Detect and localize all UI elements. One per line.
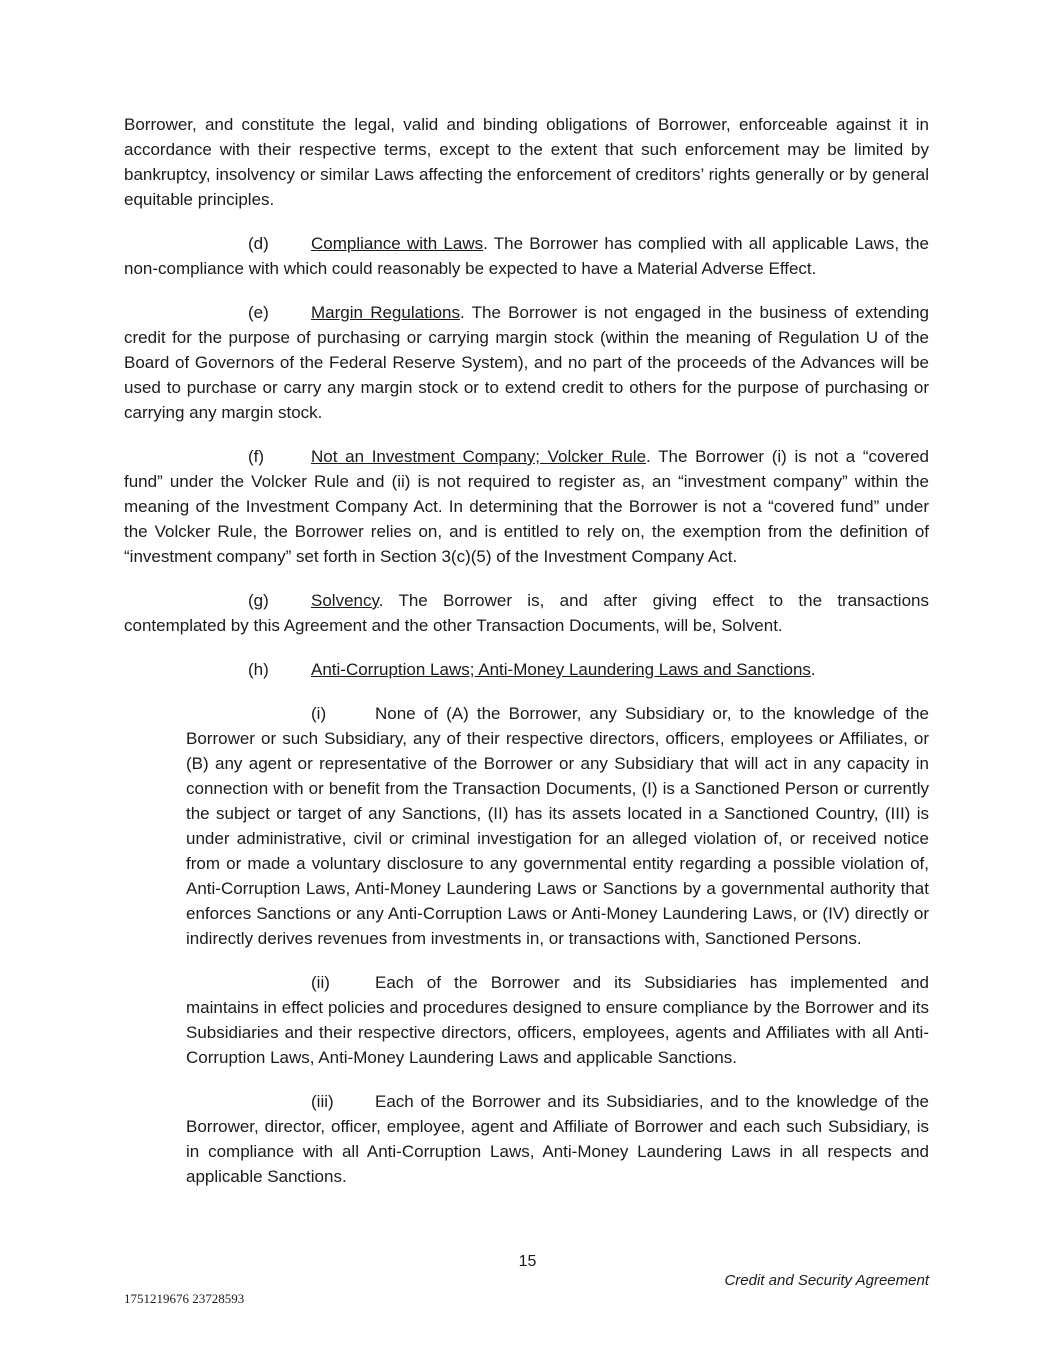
section-label: (g) (248, 591, 269, 610)
subsection-paragraph-i (186, 701, 929, 951)
footer-document-title: Credit and Security Agreement (724, 1272, 929, 1289)
section-label: (h) (248, 660, 269, 679)
intro-paragraph (124, 112, 929, 212)
section-paragraph-f (124, 444, 929, 569)
section-heading: Solvency (311, 591, 379, 610)
section-text: . The Borrower is not engaged in the business of extending credit for the purpose of purchasing or carrying margin stock (within the meaning of Regulation U of the Board of Governors of the Federal Reserve System), and no part of the proceeds of the Advances will be used to purchase or carry any margin stock or to extend credit to others for the purpose of purchasing or carrying any margin stock. (124, 303, 929, 422)
section-paragraph-h (124, 657, 929, 682)
section-heading: Compliance with Laws (311, 234, 484, 253)
subsection-text: Each of the Borrower and its Subsidiaries has implemented and maintains in effect policies and procedures designed to ensure compliance by the Borrower and its Subsidiaries and their respective directors, officers, employees, agents and Affiliates with all Anti-Corruption Laws, Anti-Money Laundering Laws and applicable Sanctions. (186, 973, 929, 1067)
section-text: . The Borrower has complied with all applicable Laws, the non-compliance with which could reasonably be expected to have a Material Adverse Effect. (124, 234, 929, 278)
section-heading: Anti-Corruption Laws; Anti-Money Laundering Laws and Sanctions (311, 660, 811, 679)
section-label: (d) (248, 234, 269, 253)
subsection-paragraph-iii (186, 1089, 929, 1189)
section-heading: Margin Regulations (311, 303, 460, 322)
subsection-label: (i) (311, 704, 327, 723)
intro-text: Borrower, and constitute the legal, valid and binding obligations of Borrower, enforceable against it in accordance with their respective terms, except to the extent that such enforcement may be limited by bankruptcy, insolvency or similar Laws affecting the enforcement of creditors’ rights generally or by general equitable principles. (124, 115, 929, 209)
subsection-paragraph-ii (186, 970, 929, 1070)
footer-document-id: 1751219676 23728593 (124, 1291, 245, 1306)
subsection-text: Each of the Borrower and its Subsidiaries, and to the knowledge of the Borrower, director, officer, employee, agent and Affiliate of Borrower and each such Subsidiary, is in compliance with all Anti-Corruption Laws, Anti-Money Laundering Laws in all respects and applicable Sanctions. (186, 1092, 929, 1186)
section-text: . The Borrower is, and after giving effect to the transactions contemplated by this Agreement and the other Transaction Documents, will be, Solvent. (124, 591, 929, 635)
section-label: (f) (248, 447, 265, 466)
section-label: (e) (248, 303, 269, 322)
section-heading: Not an Investment Company; Volcker Rule (311, 447, 647, 466)
section-paragraph-e (124, 300, 929, 425)
page-number: 15 (518, 1253, 537, 1270)
subsection-label: (ii) (311, 973, 330, 992)
section-paragraph-d (124, 231, 929, 281)
subsection-text: None of (A) the Borrower, any Subsidiary or, to the knowledge of the Borrower or such Subsidiary, any of their respective directors, officers, employees or Affiliates, or (B) any agent or representative of the Borrower or any Subsidiary that will act in any capacity in connection with or benefit from the Transaction Documents, (I) is a Sanctioned Person or currently the subject or target of any Sanctions, (II) has its assets located in a Sanctioned Country, (III) is under administrative, civil or criminal investigation for an alleged violation of, or received notice from or made a voluntary disclosure to any governmental entity regarding a possible violation of, Anti-Corruption Laws, Anti-Money Laundering Laws or Sanctions by a governmental authority that enforces Sanctions or any Anti-Corruption Laws or Anti-Money Laundering Laws, or (IV) directly or indirectly derives revenues from investments in, or transactions with, Sanctioned Persons. (186, 704, 929, 948)
section-text: . (810, 660, 816, 679)
subsection-label: (iii) (311, 1092, 334, 1111)
section-paragraph-g (124, 588, 929, 638)
section-text: . The Borrower (i) is not a “covered fund” under the Volcker Rule and (ii) is not required to register as, an “investment company” within the meaning of the Investment Company Act. In determining that the Borrower is not a “covered fund” under the Volcker Rule, the Borrower relies on, and is entitled to rely on, the exemption from the definition of “investment company” set forth in Section 3(c)(5) of the Investment Company Act. (124, 447, 929, 566)
